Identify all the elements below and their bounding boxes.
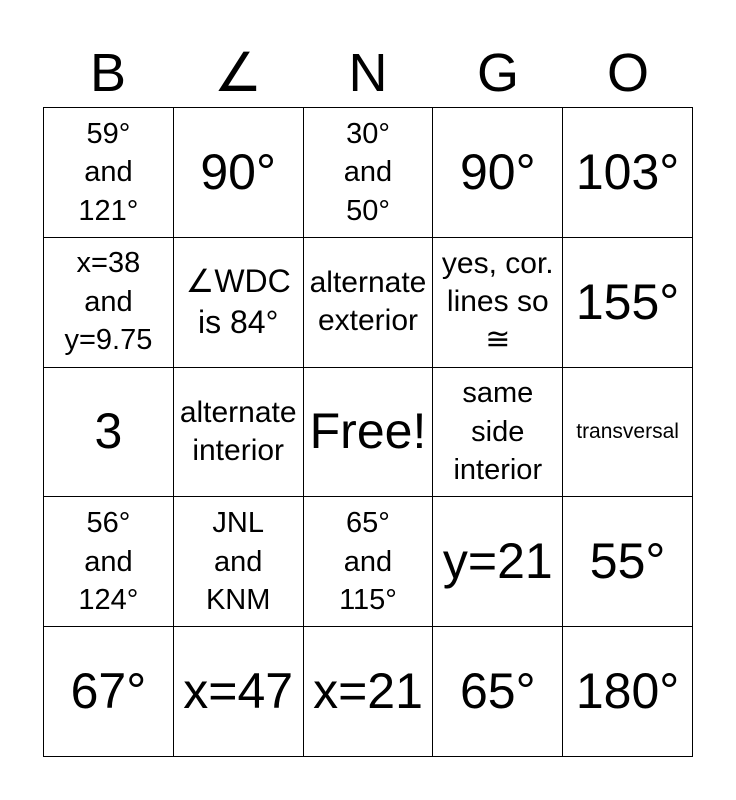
header-letter-angle: ∠	[213, 43, 263, 103]
bingo-cell[interactable]: Free!	[304, 368, 434, 498]
bingo-cell[interactable]: 65°	[433, 627, 563, 757]
bingo-card-grid	[43, 107, 693, 757]
bingo-cell[interactable]: 155°	[563, 238, 693, 368]
bingo-cell[interactable]: alternate interior	[174, 368, 304, 498]
bingo-cell[interactable]: x=38 and y=9.75	[44, 238, 174, 368]
bingo-cell[interactable]: 90°	[433, 108, 563, 238]
bingo-cell[interactable]: 3	[44, 368, 174, 498]
bingo-cell[interactable]: y=21	[433, 497, 563, 627]
bingo-cell[interactable]: 30° and 50°	[304, 108, 434, 238]
header-letter-o: O	[606, 43, 649, 103]
bingo-cell[interactable]: 103°	[563, 108, 693, 238]
bingo-cell[interactable]: same side interior	[433, 368, 563, 498]
bingo-cell[interactable]: alternate exterior	[304, 238, 434, 368]
bingo-cell[interactable]: x=47	[174, 627, 304, 757]
bingo-cell[interactable]: yes, cor. lines so ≅	[433, 238, 563, 368]
header-letter-b: B	[89, 43, 127, 103]
header-letter-g: G	[476, 43, 519, 103]
bingo-cell[interactable]: x=21	[304, 627, 434, 757]
header-letter-n: N	[348, 43, 388, 103]
bingo-cell[interactable]: 55°	[563, 497, 693, 627]
bingo-cell[interactable]: transversal	[563, 368, 693, 498]
bingo-cell[interactable]: 67°	[44, 627, 174, 757]
bingo-cell[interactable]: JNL and KNM	[174, 497, 304, 627]
bingo-cell[interactable]: 56° and 124°	[44, 497, 174, 627]
bingo-header	[43, 40, 693, 106]
bingo-cell[interactable]: ∠WDC is 84°	[174, 238, 304, 368]
bingo-cell[interactable]: 59° and 121°	[44, 108, 174, 238]
bingo-cell[interactable]: 180°	[563, 627, 693, 757]
bingo-cell[interactable]: 90°	[174, 108, 304, 238]
bingo-cell[interactable]: 65° and 115°	[304, 497, 434, 627]
